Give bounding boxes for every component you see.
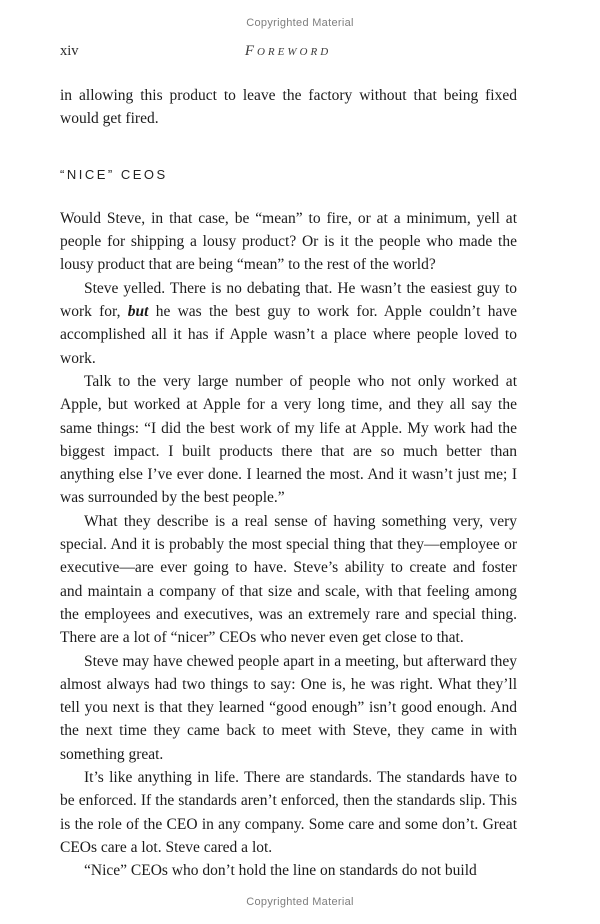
page-number: xiv xyxy=(60,43,79,59)
body-text xyxy=(60,84,517,883)
page-header xyxy=(60,43,516,63)
paragraph-steve-yelled-pre: Steve yelled. There is no debating that. He wasn’t the easiest guy to work for, xyxy=(60,279,517,321)
running-head: Foreword xyxy=(244,43,332,59)
paragraph-steve-yelled-post: he was the best guy to work for. Apple couldn’t have accomplished all it has if Apple wasn’t a place where people loved to work. xyxy=(60,303,517,367)
copyright-notice-bottom: Copyrighted Material xyxy=(246,896,354,908)
paragraph-talk: Talk to the very large number of people who not only worked at Apple, but worked at Apple for a very long time, and they all say the same things: “I did the best work of my life at Apple. My work had the biggest impact. I built products there that are so much better than anything else I’ve ever done. I learned the most. And it wasn’t just me; I was surrounded by the best people.” xyxy=(60,372,517,507)
paragraph-intro: in allowing this product to leave the factory without that being fixed would get fired. xyxy=(60,87,517,128)
section-heading: “NICE” CEOS xyxy=(60,166,168,182)
paragraph-would-steve: Would Steve, in that case, be “mean” to fire, or at a minimum, yell at people for shipping a lousy product? Or is it the people who made the lousy product that are being “mean” to the rest of the world? xyxy=(60,209,517,274)
paragraph-chewed: Steve may have chewed people apart in a meeting, but afterward they almost always had two things to say: One is, he was right. What they’ll tell you next is that they learned “good enough” isn’t good enough. And the next time they came back to meet with Steve, they came in with something great. xyxy=(60,652,517,763)
paragraph-steve-yelled xyxy=(60,277,517,370)
paragraph-describe: What they describe is a real sense of having something very, very special. And it is probably the most special thing that they—employee or executive—are ever going to have. Steve’s ability to create and foster and maintain a company of that size and scale, with that feeling among the employees and executives, was an extremely rare and special thing. There are a lot of “nicer” CEOs who never even get close to that. xyxy=(60,512,517,647)
copyright-notice-top: Copyrighted Material xyxy=(246,17,354,29)
paragraph-standards: It’s like anything in life. There are standards. The standards have to be enforced. If the standards aren’t enforced, then the standards slip. This is the role of the CEO in any company. Some care and some don’t. Great CEOs care a lot. Steve cared a lot. xyxy=(60,769,517,856)
paragraph-nice-ceos: “Nice” CEOs who don’t hold the line on standards do not build xyxy=(84,862,477,880)
paragraph-steve-yelled-emphasis: but xyxy=(127,303,149,321)
